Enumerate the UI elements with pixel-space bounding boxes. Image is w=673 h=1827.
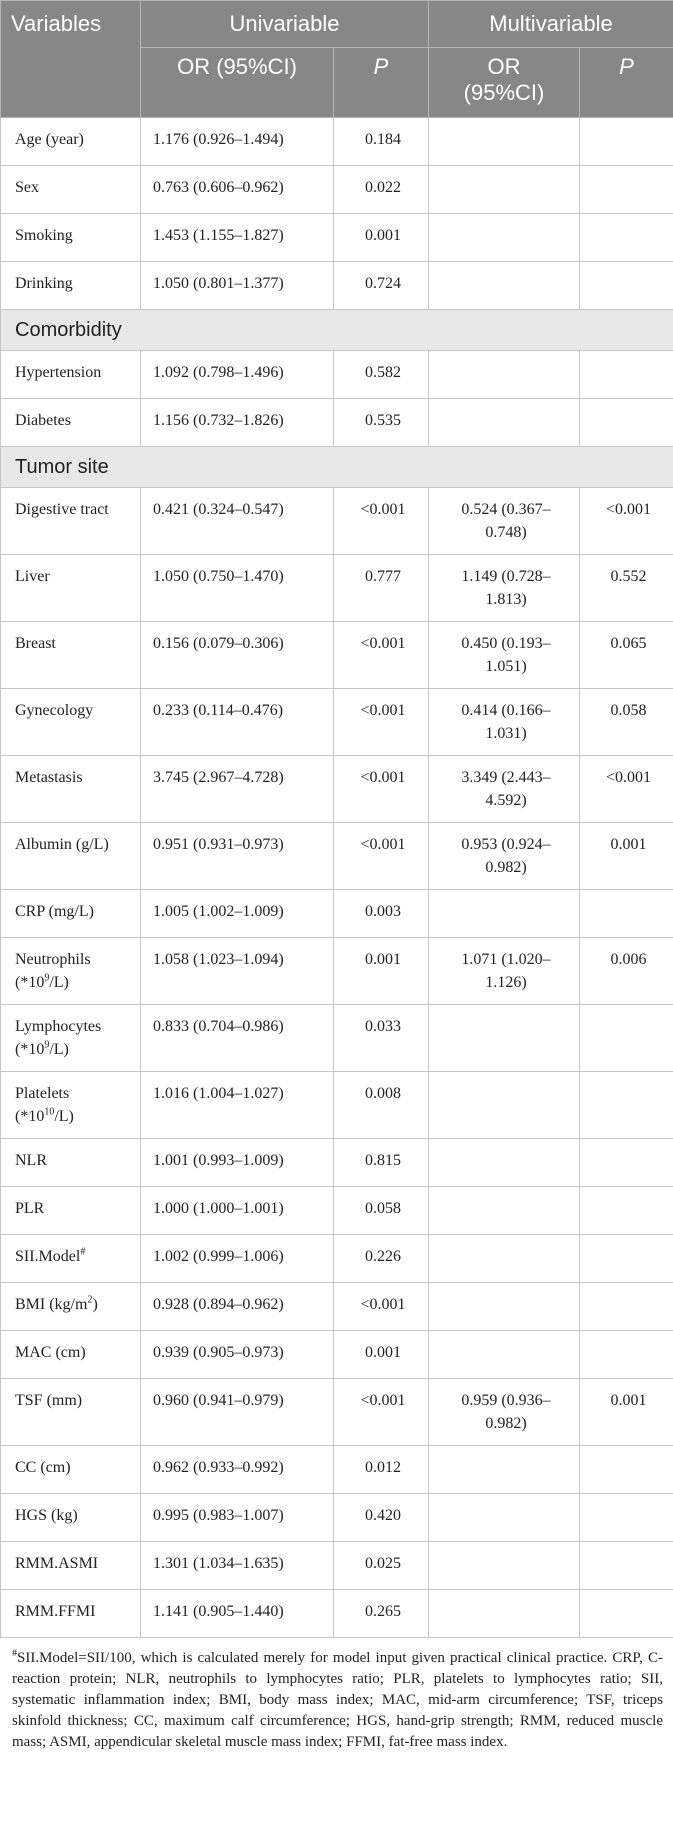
- multivariable-p-cell: [580, 1494, 673, 1542]
- univariable-or-cell: 0.995 (0.983–1.007): [141, 1494, 334, 1542]
- variable-cell: CRP (mg/L): [1, 890, 141, 938]
- variable-cell: Breast: [1, 622, 141, 689]
- univariable-p-cell: <0.001: [334, 823, 429, 890]
- multivariable-or-cell: [429, 890, 580, 938]
- univariable-or-cell: 0.962 (0.933–0.992): [141, 1446, 334, 1494]
- table-row: [1, 823, 673, 890]
- table-row: [1, 1235, 673, 1283]
- univariable-p-cell: <0.001: [334, 1283, 429, 1331]
- univariable-p-cell: 0.033: [334, 1005, 429, 1072]
- multivariable-p-cell: [580, 262, 673, 310]
- univariable-p-cell: 0.001: [334, 1331, 429, 1379]
- univariable-p-cell: <0.001: [334, 1379, 429, 1446]
- variable-cell: Gynecology: [1, 689, 141, 756]
- multivariable-p-cell: 0.065: [580, 622, 673, 689]
- univariable-p-cell: 0.012: [334, 1446, 429, 1494]
- variable-unit: /L): [54, 1108, 74, 1125]
- table-row: [1, 214, 673, 262]
- multivariable-or-cell: [429, 1331, 580, 1379]
- univariable-or-cell: 1.000 (1.000–1.001): [141, 1187, 334, 1235]
- multivariable-or-cell: [429, 351, 580, 399]
- univariable-or-cell: 1.092 (0.798–1.496): [141, 351, 334, 399]
- univariable-p-cell: 0.724: [334, 262, 429, 310]
- section-row-tumor-site: [1, 447, 673, 488]
- section-row-comorbidity: [1, 310, 673, 351]
- variable-cell: Smoking: [1, 214, 141, 262]
- multivariable-p-cell: [580, 1235, 673, 1283]
- univariable-or-cell: 3.745 (2.967–4.728): [141, 756, 334, 823]
- univariable-or-cell: 0.421 (0.324–0.547): [141, 488, 334, 555]
- table-footnote: [0, 1638, 673, 1753]
- variable-cell: MAC (cm): [1, 1331, 141, 1379]
- multivariable-or-cell: [429, 118, 580, 166]
- univariable-or-cell: 0.233 (0.114–0.476): [141, 689, 334, 756]
- table-row: [1, 1331, 673, 1379]
- multivariable-or-cell: 1.149 (0.728–1.813): [429, 555, 580, 622]
- multivariable-or-cell: [429, 214, 580, 262]
- multivariable-p-cell: [580, 1542, 673, 1590]
- variable-cell: [1, 938, 141, 1005]
- multivariable-p-cell: [580, 1446, 673, 1494]
- multivariable-p-cell: 0.001: [580, 823, 673, 890]
- univariable-or-cell: 1.156 (0.732–1.826): [141, 399, 334, 447]
- univariable-or-cell: 0.939 (0.905–0.973): [141, 1331, 334, 1379]
- section-label-comorbidity: Comorbidity: [1, 310, 673, 351]
- multivariable-or-cell: 0.953 (0.924–0.982): [429, 823, 580, 890]
- univariable-p-cell: 0.265: [334, 1590, 429, 1638]
- univariable-p-cell: 0.008: [334, 1072, 429, 1139]
- table-row: [1, 351, 673, 399]
- univariable-or-cell: 0.928 (0.894–0.962): [141, 1283, 334, 1331]
- univariable-p-cell: 0.420: [334, 1494, 429, 1542]
- multivariable-p-cell: [580, 890, 673, 938]
- univariable-p-cell: 0.001: [334, 938, 429, 1005]
- multivariable-or-cell: [429, 1542, 580, 1590]
- header-variables: Variables: [1, 1, 141, 118]
- univariable-or-cell: 1.141 (0.905–1.440): [141, 1590, 334, 1638]
- table-row: [1, 1379, 673, 1446]
- variable-superscript: 9: [44, 972, 50, 984]
- variable-cell: [1, 1072, 141, 1139]
- univariable-or-cell: 1.002 (0.999–1.006): [141, 1235, 334, 1283]
- univariable-p-cell: 0.582: [334, 351, 429, 399]
- multivariable-p-cell: [580, 1005, 673, 1072]
- variable-cell: [1, 1283, 141, 1331]
- univariable-or-cell: 1.176 (0.926–1.494): [141, 118, 334, 166]
- variable-cell: PLR: [1, 1187, 141, 1235]
- table-row: [1, 1590, 673, 1638]
- variable-unit: ): [92, 1296, 98, 1313]
- header-or-ci-univariable: OR (95%CI): [141, 48, 334, 118]
- multivariable-p-cell: [580, 1590, 673, 1638]
- table-body: [1, 118, 673, 1638]
- table-row: [1, 555, 673, 622]
- table-row: [1, 756, 673, 823]
- multivariable-p-cell: [580, 399, 673, 447]
- univariable-p-cell: 0.777: [334, 555, 429, 622]
- multivariable-or-cell: [429, 262, 580, 310]
- multivariable-p-cell: 0.001: [580, 1379, 673, 1446]
- variable-superscript: 2: [87, 1294, 93, 1306]
- univariable-p-cell: 0.025: [334, 1542, 429, 1590]
- multivariable-p-cell: <0.001: [580, 756, 673, 823]
- variable-cell: Sex: [1, 166, 141, 214]
- univariable-or-cell: 1.453 (1.155–1.827): [141, 214, 334, 262]
- multivariable-or-cell: [429, 1072, 580, 1139]
- variable-cell: CC (cm): [1, 1446, 141, 1494]
- multivariable-p-cell: [580, 214, 673, 262]
- table-row: [1, 689, 673, 756]
- header-or-line2: (95%CI): [463, 80, 545, 105]
- variable-superscript: #: [80, 1246, 86, 1258]
- univariable-p-cell: 0.001: [334, 214, 429, 262]
- univariable-p-cell: 0.535: [334, 399, 429, 447]
- multivariable-p-cell: [580, 118, 673, 166]
- multivariable-or-cell: [429, 1139, 580, 1187]
- table-row: [1, 118, 673, 166]
- univariable-or-cell: 0.156 (0.079–0.306): [141, 622, 334, 689]
- multivariable-or-cell: [429, 1235, 580, 1283]
- multivariable-or-cell: [429, 166, 580, 214]
- variable-cell: NLR: [1, 1139, 141, 1187]
- footnote-text: SII.Model=SII/100, which is calculated merely for model input given practical clinical practice. CRP, C-reaction protein; NLR, neutrophils to lymphocytes ratio; PLR, platelets to lymphocytes ratio; SII, systematic inflammation index; BMI, body mass index; MAC, mid-arm circumference; TSF, triceps skinfold thickness; CC, maximum calf circumference; HGS, hand-grip strength; RMM, reduced muscle mass; ASMI, appendicular skeletal muscle mass index; FFMI, fat-free mass index.: [12, 1650, 663, 1750]
- table-row: [1, 488, 673, 555]
- variable-label: Platelets (*10: [15, 1085, 70, 1125]
- variable-cell: HGS (kg): [1, 1494, 141, 1542]
- table-row: [1, 399, 673, 447]
- variable-unit: /L): [49, 974, 69, 991]
- multivariable-or-cell: 0.524 (0.367–0.748): [429, 488, 580, 555]
- variable-superscript: 10: [44, 1106, 55, 1118]
- univariable-or-cell: 0.951 (0.931–0.973): [141, 823, 334, 890]
- table-row: [1, 1283, 673, 1331]
- variable-cell: TSF (mm): [1, 1379, 141, 1446]
- header-or-ci-multivariable: [429, 48, 580, 118]
- multivariable-p-cell: 0.058: [580, 689, 673, 756]
- variable-cell: Diabetes: [1, 399, 141, 447]
- multivariable-or-cell: [429, 1005, 580, 1072]
- variable-cell: Hypertension: [1, 351, 141, 399]
- multivariable-p-cell: [580, 1072, 673, 1139]
- multivariable-or-cell: [429, 1494, 580, 1542]
- table-row: [1, 1187, 673, 1235]
- multivariable-or-cell: 0.959 (0.936–0.982): [429, 1379, 580, 1446]
- univariable-p-cell: <0.001: [334, 488, 429, 555]
- table-header: [1, 1, 673, 118]
- variable-unit: /L): [49, 1041, 69, 1058]
- variable-label: BMI (kg/m: [15, 1296, 88, 1313]
- multivariable-p-cell: 0.006: [580, 938, 673, 1005]
- univariable-or-cell: 1.005 (1.002–1.009): [141, 890, 334, 938]
- univariable-or-cell: 0.833 (0.704–0.986): [141, 1005, 334, 1072]
- table-row: [1, 1005, 673, 1072]
- multivariable-or-cell: [429, 1446, 580, 1494]
- multivariable-or-cell: [429, 1590, 580, 1638]
- variable-label: Neutrophils (*10: [15, 951, 91, 991]
- table-row: [1, 262, 673, 310]
- multivariable-p-cell: 0.552: [580, 555, 673, 622]
- table-row: [1, 938, 673, 1005]
- multivariable-or-cell: 1.071 (1.020–1.126): [429, 938, 580, 1005]
- univariable-or-cell: 1.016 (1.004–1.027): [141, 1072, 334, 1139]
- footnote-mark: #: [12, 1648, 17, 1659]
- header-univariable: Univariable: [141, 1, 429, 48]
- univariable-p-cell: 0.815: [334, 1139, 429, 1187]
- variable-cell: Liver: [1, 555, 141, 622]
- univariable-p-cell: 0.226: [334, 1235, 429, 1283]
- univariable-or-cell: 1.001 (0.993–1.009): [141, 1139, 334, 1187]
- variable-label: SII.Model: [15, 1248, 81, 1265]
- variable-cell: [1, 1235, 141, 1283]
- univariable-or-cell: 1.050 (0.750–1.470): [141, 555, 334, 622]
- table-row: [1, 166, 673, 214]
- section-label-tumor-site: Tumor site: [1, 447, 673, 488]
- multivariable-p-cell: [580, 1331, 673, 1379]
- univariable-or-cell: 1.050 (0.801–1.377): [141, 262, 334, 310]
- univariable-or-cell: 1.301 (1.034–1.635): [141, 1542, 334, 1590]
- header-multivariable: Multivariable: [429, 1, 673, 48]
- variable-cell: RMM.FFMI: [1, 1590, 141, 1638]
- univariable-p-cell: <0.001: [334, 689, 429, 756]
- variable-cell: Albumin (g/L): [1, 823, 141, 890]
- table-row: [1, 890, 673, 938]
- variable-cell: Age (year): [1, 118, 141, 166]
- header-p-multivariable: P: [580, 48, 673, 118]
- multivariable-or-cell: [429, 1283, 580, 1331]
- table-row: [1, 1072, 673, 1139]
- univariable-p-cell: 0.058: [334, 1187, 429, 1235]
- variable-cell: Metastasis: [1, 756, 141, 823]
- multivariable-p-cell: [580, 166, 673, 214]
- table-row: [1, 622, 673, 689]
- univariable-p-cell: 0.003: [334, 890, 429, 938]
- univariable-p-cell: <0.001: [334, 622, 429, 689]
- variable-label: Lymphocytes (*10: [15, 1018, 102, 1058]
- multivariable-or-cell: 0.414 (0.166–1.031): [429, 689, 580, 756]
- univariable-or-cell: 1.058 (1.023–1.094): [141, 938, 334, 1005]
- multivariable-or-cell: [429, 399, 580, 447]
- univariable-or-cell: 0.763 (0.606–0.962): [141, 166, 334, 214]
- variable-cell: Digestive tract: [1, 488, 141, 555]
- table-row: [1, 1494, 673, 1542]
- multivariable-p-cell: <0.001: [580, 488, 673, 555]
- multivariable-p-cell: [580, 1139, 673, 1187]
- multivariable-or-cell: 3.349 (2.443–4.592): [429, 756, 580, 823]
- header-p-univariable: P: [334, 48, 429, 118]
- table-row: [1, 1542, 673, 1590]
- multivariable-p-cell: [580, 1283, 673, 1331]
- univariable-or-cell: 0.960 (0.941–0.979): [141, 1379, 334, 1446]
- univariable-p-cell: <0.001: [334, 756, 429, 823]
- multivariable-or-cell: 0.450 (0.193–1.051): [429, 622, 580, 689]
- header-or-line1: OR: [487, 54, 521, 79]
- variable-cell: RMM.ASMI: [1, 1542, 141, 1590]
- multivariable-p-cell: [580, 1187, 673, 1235]
- univariable-p-cell: 0.184: [334, 118, 429, 166]
- variable-cell: [1, 1005, 141, 1072]
- multivariable-p-cell: [580, 351, 673, 399]
- variable-cell: Drinking: [1, 262, 141, 310]
- multivariable-or-cell: [429, 1187, 580, 1235]
- table-row: [1, 1446, 673, 1494]
- univariable-p-cell: 0.022: [334, 166, 429, 214]
- table-row: [1, 1139, 673, 1187]
- variable-superscript: 9: [44, 1039, 50, 1051]
